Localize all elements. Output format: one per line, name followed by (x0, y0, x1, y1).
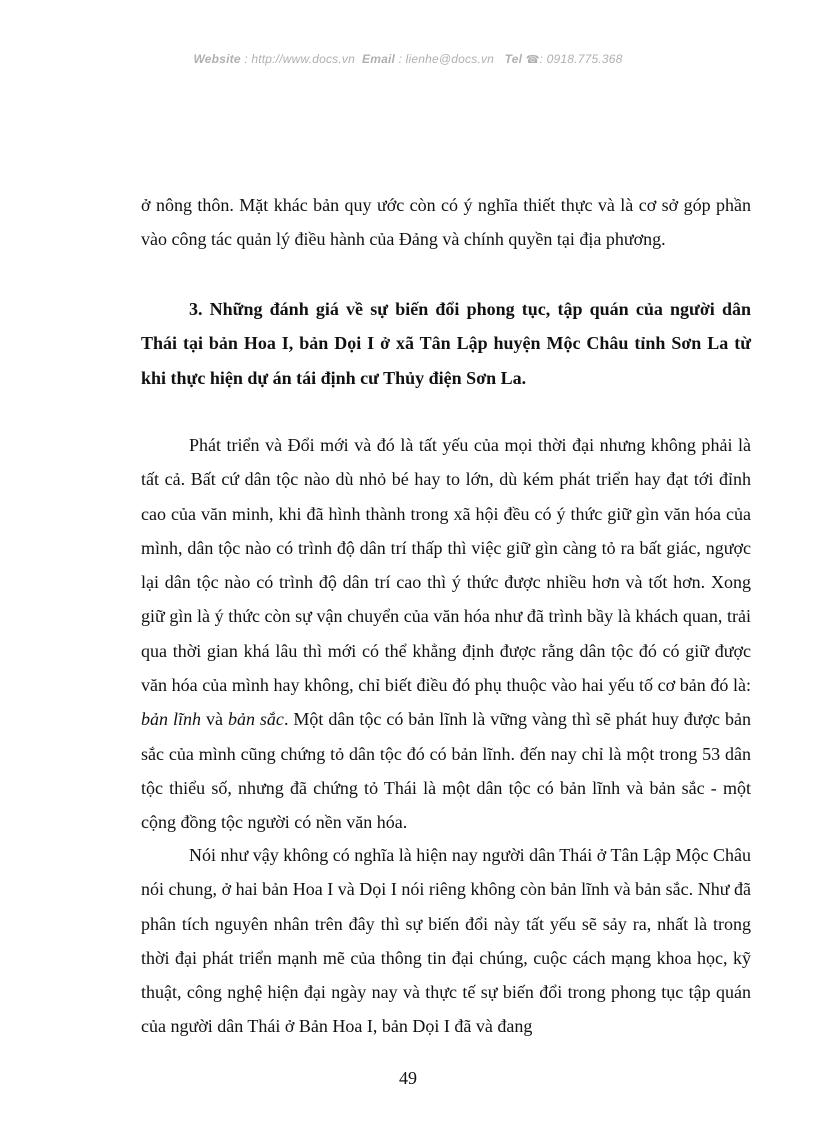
para1-emphasis-2: bản sắc (227, 709, 284, 730)
para1-and: và (205, 709, 223, 730)
website-value: : http://www.docs.vn (244, 52, 355, 66)
para1-text-b: . Một dân tộc có bản lĩnh là vững vàng thì sẽ phát huy được bản sắc của mình cũng chứng tỏ dân tộc đó có bản lĩnh. đến nay chỉ là một trong 53 dân tộc thiểu số, nhưng đã chứng tỏ Thái là một dân tộc có bản lĩnh và bản sắc - một cộng đồng tộc người có nền văn hóa. (141, 709, 752, 833)
section-heading-text: 3. Những đánh giá về sự biến đổi phong tục, tập quán của người dân Thái tại bản Hoa I, bản Dọi I ở xã Tân Lập huyện Mộc Châu tỉnh Sơn La từ khi thực hiện dự án tái định cư Thủy điện Sơn La. (141, 299, 751, 388)
para1-emphasis-1: bản lĩnh (141, 709, 201, 730)
body-paragraph-1 (141, 428, 751, 840)
tel-value: : 0918.775.368 (539, 52, 623, 66)
page-number: 49 (399, 1068, 417, 1088)
para1-text-a: Phát triển và Đổi mới và đó là tất yếu của mọi thời đại nhưng không phải là tất cả. Bất cứ dân tộc nào dù nhỏ bé hay to lớn, dù kém phát triển hay đạt tới đỉnh cao của văn minh, khi đã hình thành trong xã hội đều có ý thức giữ gìn văn hóa của mình, dân tộc nào có trình độ dân trí thấp thì việc giữ gìn càng tỏ ra bất giác, ngược lại dân tộc nào có trình độ dân trí cao thì ý thức được nhiều hơn và tốt hơn. Xong giữ gìn là ý thức còn sự vận chuyển của văn hóa như đã trình bầy là khách quan, trải qua thời gian khá lâu thì mới có thể khẳng định được rằng dân tộc đó có giữ được văn hóa của mình hay không, chỉ biết điều đó phụ thuộc vào hai yếu tố cơ bản đó là: (141, 435, 751, 696)
phone-icon: ☎ (525, 54, 540, 66)
email-label: Email (362, 52, 396, 66)
email-value: : lienhe@docs.vn (398, 52, 495, 66)
section-heading (141, 292, 751, 395)
body-paragraph-2 (141, 838, 751, 1044)
website-label: Website (193, 52, 241, 66)
tel-label: Tel (504, 52, 523, 66)
continuation-paragraph (141, 188, 751, 257)
para2-text: Nói như vậy không có nghĩa là hiện nay người dân Thái ở Tân Lập Mộc Châu nói chung, ở hai bản Hoa I và Dọi I nói riêng không còn bản lĩnh và bản sắc. Như đã phân tích nguyên nhân trên đây thì sự biến đổi này tất yếu sẽ sảy ra, nhất là trong thời đại phát triển mạnh mẽ của thông tin đại chúng, cuộc cách mạng khoa học, kỹ thuật, công nghệ hiện đại ngày nay và thực tế sự biến đổi trong phong tục tập quán của người dân Thái ở Bản Hoa I, bản Dọi I đã và đang (141, 845, 751, 1037)
continuation-text: ở nông thôn. Mặt khác bản quy ước còn có ý nghĩa thiết thực và là cơ sở góp phần vào công tác quản lý điều hành của Đảng và chính quyền tại địa phương. (141, 195, 751, 250)
page-header (0, 52, 816, 66)
